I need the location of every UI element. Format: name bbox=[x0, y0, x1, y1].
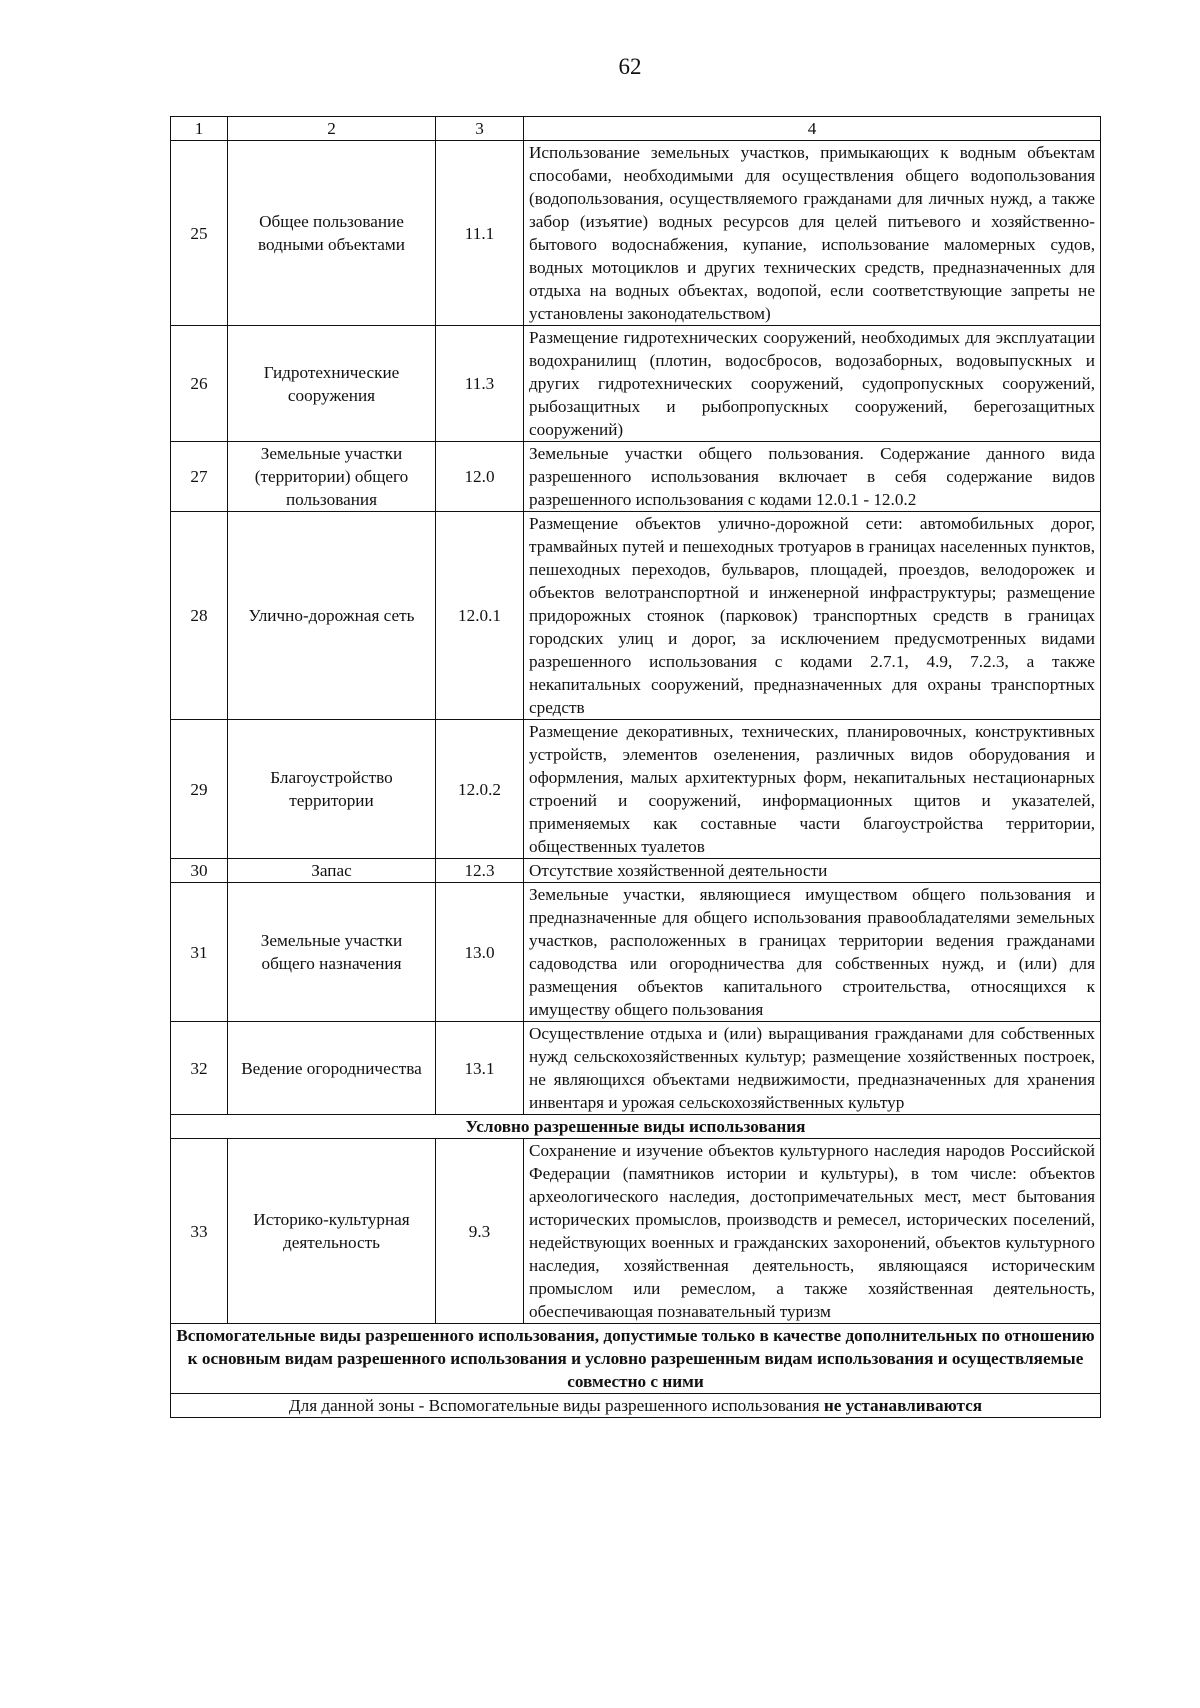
use-name: Общее пользование водными объектами bbox=[228, 141, 436, 326]
use-name: Земельные участки (территории) общего пользования bbox=[228, 442, 436, 512]
row-number: 30 bbox=[171, 859, 228, 883]
table-row bbox=[171, 326, 1101, 442]
header-col-1: 1 bbox=[171, 117, 228, 141]
use-code: 12.0 bbox=[436, 442, 524, 512]
auxiliary-note bbox=[171, 1394, 1101, 1418]
use-name: Земельные участки общего назначения bbox=[228, 883, 436, 1022]
use-code: 13.0 bbox=[436, 883, 524, 1022]
row-number: 28 bbox=[171, 512, 228, 720]
use-description: Земельные участки общего пользования. Содержание данного вида разрешенного использования включает в себя содержание видов разрешенного использования с кодами 12.0.1 - 12.0.2 bbox=[524, 442, 1101, 512]
auxiliary-note-emphasis: не устанавливаются bbox=[823, 1396, 983, 1415]
use-description: Размещение гидротехнических сооружений, необходимых для эксплуатации водохранилищ (плотин, водосбросов, водозаборных, водовыпускных и других гидротехнических сооружений, судопропускных сооружений, рыбозащитных и рыбопропускных сооружений, берегозащитных сооружений) bbox=[524, 326, 1101, 442]
page-number: 62 bbox=[618, 54, 642, 79]
use-description: Сохранение и изучение объектов культурного наследия народов Российской Федерации (памятников истории и культуры), в том числе: объектов археологического наследия, достопримечательных мест, мест бытования исторических промыслов, производств и ремесел, исторических поселений, недействующих военных и гражданских захоронений, объектов культурного наследия, хозяйственная деятельность, являющаяся историческим промыслом или ремеслом, а также хозяйственная деятельность, обеспечивающая познавательный туризм bbox=[524, 1139, 1101, 1324]
use-description: Размещение декоративных, технических, планировочных, конструктивных устройств, элементов озеленения, различных видов оборудования и оформления, малых архитектурных форм, некапитальных нестационарных строений и сооружений, информационных щитов и указателей, применяемых как составные части благоустройства территории, общественных туалетов bbox=[524, 720, 1101, 859]
conditional-uses-header: Условно разрешенные виды использования bbox=[171, 1115, 1101, 1139]
row-number: 27 bbox=[171, 442, 228, 512]
use-code: 9.3 bbox=[436, 1139, 524, 1324]
table-row bbox=[171, 859, 1101, 883]
land-use-table bbox=[170, 116, 1101, 1418]
use-name: Улично-дорожная сеть bbox=[228, 512, 436, 720]
use-code: 11.3 bbox=[436, 326, 524, 442]
table-row bbox=[171, 512, 1101, 720]
use-code: 12.0.1 bbox=[436, 512, 524, 720]
table-row bbox=[171, 141, 1101, 326]
use-description: Размещение объектов улично-дорожной сети: автомобильных дорог, трамвайных путей и пешеходных тротуаров в границах населенных пунктов, пешеходных переходов, бульваров, площадей, проездов, велодорожек и объектов велотранспортной и инженерной инфраструктуры; размещение придорожных стоянок (парковок) транспортных средств в границах городских улиц и дорог, за исключением предусмотренных видами разрешенного использования с кодами 2.7.1, 4.9, 7.2.3, а также некапитальных сооружений, предназначенных для охраны транспортных средств bbox=[524, 512, 1101, 720]
use-name: Ведение огородничества bbox=[228, 1022, 436, 1115]
table-row bbox=[171, 720, 1101, 859]
table-row bbox=[171, 883, 1101, 1022]
use-code: 12.0.2 bbox=[436, 720, 524, 859]
use-description: Земельные участки, являющиеся имуществом общего пользования и предназначенные для общего использования правообладателями земельных участков, расположенных в границах территории ведения гражданами садоводства или огородничества для собственных нужд, и (или) для размещения объектов капитального строительства, относящихся к имуществу общего пользования bbox=[524, 883, 1101, 1022]
use-name: Историко-культурная деятельность bbox=[228, 1139, 436, 1324]
use-description: Использование земельных участков, примыкающих к водным объектам способами, необходимыми для осуществления общего водопользования (водопользования, осуществляемого гражданами для личных нужд, а также забор (изъятие) водных ресурсов для целей питьевого и хозяйственно-бытового водоснабжения, купание, использование маломерных судов, водных мотоциклов и других технических средств, предназначенных для отдыха на водных объектах, водопой, если соответствующие запреты не установлены законодательством) bbox=[524, 141, 1101, 326]
header-col-2: 2 bbox=[228, 117, 436, 141]
row-number: 33 bbox=[171, 1139, 228, 1324]
use-description: Осуществление отдыха и (или) выращивания гражданами для собственных нужд сельскохозяйственных культур; размещение хозяйственных построек, не являющихся объектами недвижимости, предназначенных для хранения инвентаря и урожая сельскохозяйственных культур bbox=[524, 1022, 1101, 1115]
row-number: 25 bbox=[171, 141, 228, 326]
use-name: Запас bbox=[228, 859, 436, 883]
row-number: 32 bbox=[171, 1022, 228, 1115]
table-row bbox=[171, 442, 1101, 512]
row-number: 31 bbox=[171, 883, 228, 1022]
row-number: 29 bbox=[171, 720, 228, 859]
header-col-4: 4 bbox=[524, 117, 1101, 141]
use-code: 11.1 bbox=[436, 141, 524, 326]
row-number: 26 bbox=[171, 326, 228, 442]
use-name: Гидротехнические сооружения bbox=[228, 326, 436, 442]
use-description: Отсутствие хозяйственной деятельности bbox=[524, 859, 1101, 883]
table-row bbox=[171, 1139, 1101, 1324]
auxiliary-note-row bbox=[171, 1394, 1101, 1418]
use-name: Благоустройство территории bbox=[228, 720, 436, 859]
auxiliary-uses-section-row bbox=[171, 1324, 1101, 1394]
header-col-3: 3 bbox=[436, 117, 524, 141]
use-code: 12.3 bbox=[436, 859, 524, 883]
conditional-uses-section-row bbox=[171, 1115, 1101, 1139]
table-header-row bbox=[171, 117, 1101, 141]
table-row bbox=[171, 1022, 1101, 1115]
auxiliary-uses-header: Вспомогательные виды разрешенного использования, допустимые только в качестве дополнительных по отношению к основным видам разрешенного использования и условно разрешенным видам использования и осуществляемые совместно с ними bbox=[171, 1324, 1101, 1394]
use-code: 13.1 bbox=[436, 1022, 524, 1115]
auxiliary-note-prefix: Для данной зоны - Вспомогательные виды разрешенного использования bbox=[288, 1396, 824, 1415]
